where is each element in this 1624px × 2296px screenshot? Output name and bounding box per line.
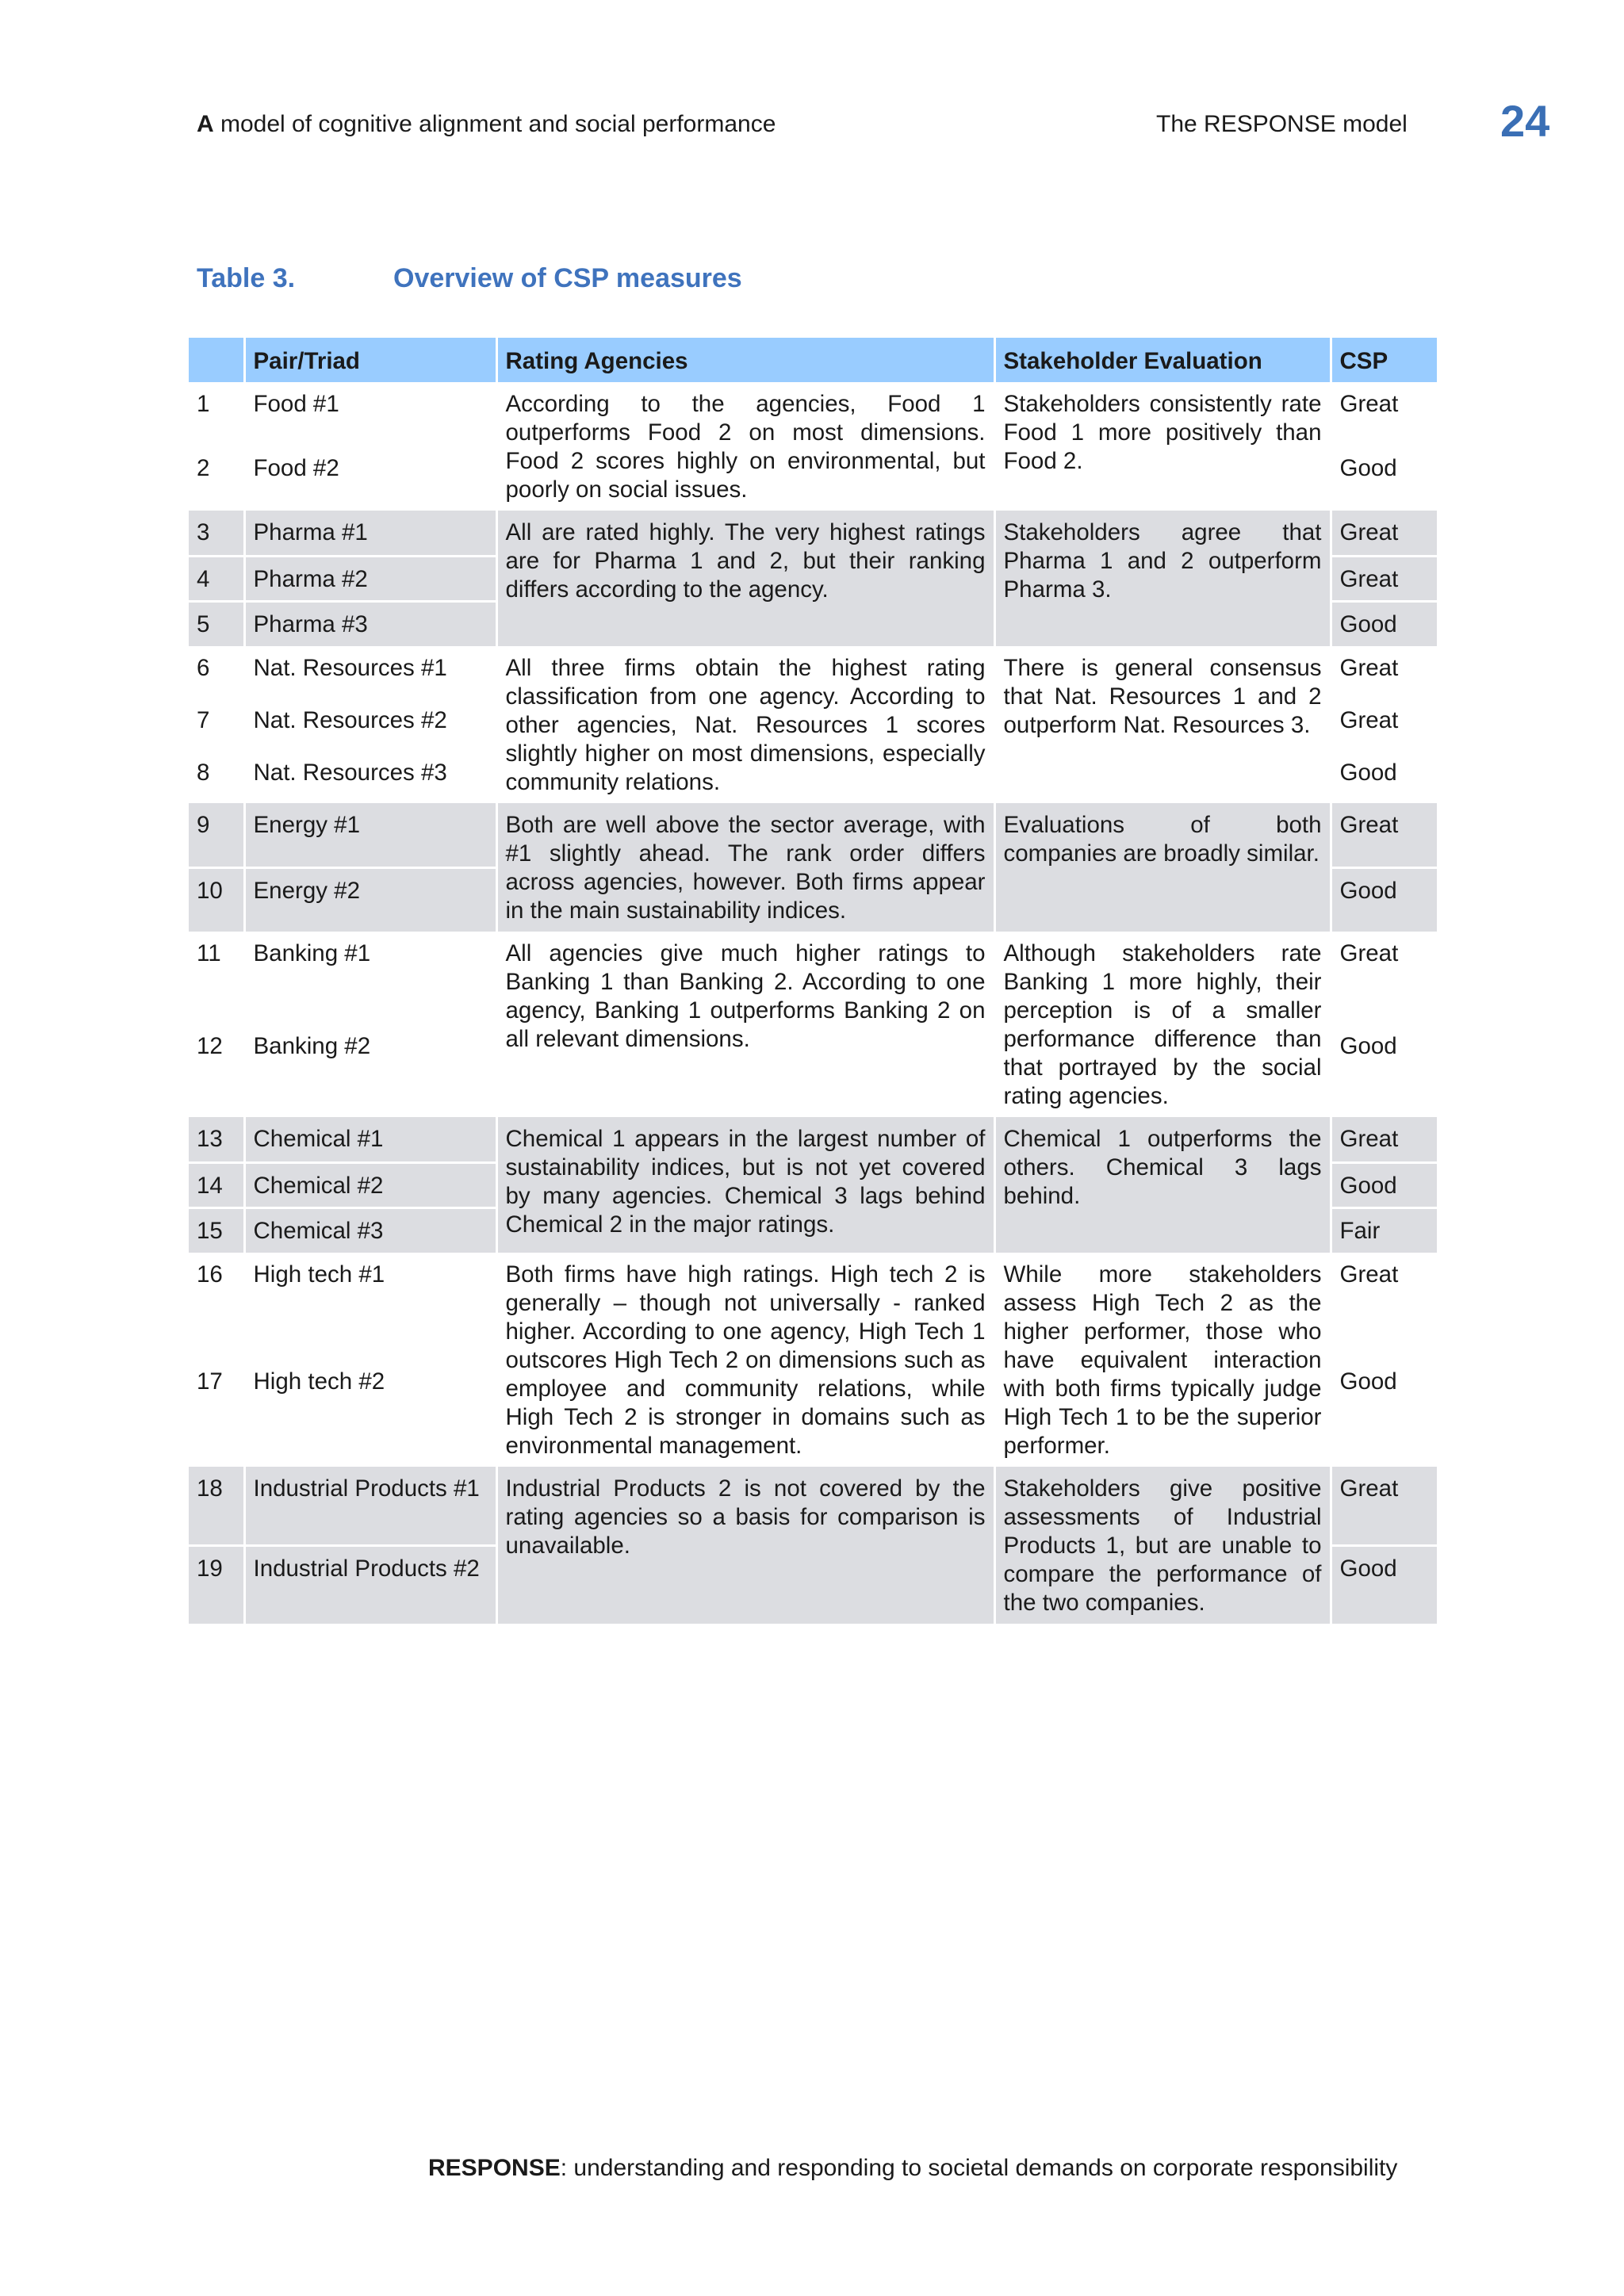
table-row (189, 382, 1437, 446)
rating-agencies-cell: All agencies give much higher ratings to Banking 1 than Banking 2. According to one agency, Banking 1 outperforms Banking 2 on all relevant dimensions. (496, 932, 994, 1117)
pair-triad-cell: Food #2 (244, 446, 496, 511)
table-body (189, 382, 1437, 1624)
csp-rating-cell: Good (1339, 455, 1397, 481)
row-number: 14 (189, 1162, 244, 1207)
row-number: 7 (189, 698, 244, 751)
csp-rating-cell: Great (1339, 940, 1399, 966)
row-number: 19 (189, 1545, 244, 1624)
pair-triad-cell: Energy #1 (244, 803, 496, 867)
table-title: Overview of CSP measures (393, 263, 742, 293)
pair-triad-cell: Chemical #2 (244, 1162, 496, 1207)
pair-triad-cell: Chemical #3 (244, 1207, 496, 1253)
stakeholder-evaluation-cell: Stakeholders consistently rate Food 1 more positively than Food 2. (994, 382, 1331, 511)
row-number: 8 (189, 751, 244, 803)
row-number: 16 (189, 1253, 244, 1360)
csp-rating-cell: Good (1331, 1162, 1437, 1207)
row-number: 4 (189, 556, 244, 601)
row-number: 10 (189, 867, 244, 932)
row-number: 17 (189, 1360, 244, 1467)
table-row (189, 803, 1437, 867)
header-stakeholder: Stakeholder Evaluation (994, 338, 1331, 382)
table-row (189, 1117, 1437, 1162)
pair-triad-cell: Nat. Resources #2 (244, 698, 496, 751)
csp-rating-cell: Great (1339, 1261, 1399, 1288)
csp-rating-cell: Good (1331, 601, 1437, 646)
stakeholder-evaluation-cell: Although stakeholders rate Banking 1 more highly, their perception is of a smaller performance difference than that portrayed by the social rating agencies. (994, 932, 1331, 1117)
pair-triad-cell: Pharma #2 (244, 556, 496, 601)
stakeholder-evaluation-cell: Chemical 1 outperforms the others. Chemical 3 lags behind. (994, 1117, 1331, 1253)
table-header-row (189, 338, 1437, 382)
csp-rating-cell: Great (1339, 707, 1399, 733)
row-number: 1 (189, 382, 244, 446)
page-footer (428, 2155, 1397, 2182)
table-caption (197, 263, 742, 294)
csp-rating-cell: Good (1331, 867, 1437, 932)
header-csp: CSP (1331, 338, 1437, 382)
table-row (189, 646, 1437, 698)
csp-rating-cell: Great (1331, 556, 1437, 601)
header-pair: Pair/Triad (244, 338, 496, 382)
rating-agencies-cell: All are rated highly. The very highest ratings are for Pharma 1 and 2, but their ranking differs according to the agency. (496, 511, 994, 646)
csp-rating-cell: Great (1331, 511, 1437, 556)
pair-triad-cell: Industrial Products #1 (244, 1467, 496, 1545)
pair-triad-cell: Pharma #1 (244, 511, 496, 556)
row-number: 13 (189, 1117, 244, 1162)
pair-triad-cell: Chemical #1 (244, 1117, 496, 1162)
row-number: 18 (189, 1467, 244, 1545)
csp-rating-cell: Great (1331, 803, 1437, 867)
pair-triad-cell: Nat. Resources #1 (244, 646, 496, 698)
stakeholder-evaluation-cell: While more stakeholders assess High Tech 2 as the higher performer, those who have equivalent interaction with both firms typically judge High Tech 1 to be the superior performer. (994, 1253, 1331, 1467)
row-number: 9 (189, 803, 244, 867)
rating-agencies-cell: Industrial Products 2 is not covered by the rating agencies so a basis for comparison is unavailable. (496, 1467, 994, 1624)
header-rating: Rating Agencies (496, 338, 994, 382)
table-row (189, 511, 1437, 556)
rating-agencies-cell: According to the agencies, Food 1 outperforms Food 2 on most dimensions. Food 2 scores highly on environmental, but poorly on social issues. (496, 382, 994, 511)
rating-agencies-cell: Both are well above the sector average, with #1 slightly ahead. The rank order differs across agencies, however. Both firms appear in the main sustainability indices. (496, 803, 994, 932)
row-number: 3 (189, 511, 244, 556)
header-num (189, 338, 244, 382)
running-header-bold: A (197, 111, 214, 137)
pair-triad-cell: High tech #2 (244, 1360, 496, 1467)
csp-rating-cell: Great (1331, 1467, 1437, 1545)
csp-rating-cell: Good (1339, 760, 1397, 786)
csp-rating-cell: Great (1339, 655, 1399, 681)
csp-rating-cell: Great (1331, 1117, 1437, 1162)
stakeholder-evaluation-cell: Evaluations of both companies are broadly similar. (994, 803, 1331, 932)
row-number: 15 (189, 1207, 244, 1253)
row-number: 6 (189, 646, 244, 698)
page-number: 24 (1500, 96, 1550, 146)
stakeholder-evaluation-cell: There is general consensus that Nat. Resources 1 and 2 outperform Nat. Resources 3. (994, 646, 1331, 803)
pair-triad-cell: Banking #1 (244, 932, 496, 1024)
table-row (189, 1467, 1437, 1545)
pair-triad-cell: Banking #2 (244, 1024, 496, 1117)
pair-triad-cell: Food #1 (244, 382, 496, 446)
running-header-section: The RESPONSE model (1156, 111, 1408, 137)
pair-triad-cell: Nat. Resources #3 (244, 751, 496, 803)
row-number: 5 (189, 601, 244, 646)
csp-rating-cell: Good (1331, 1545, 1437, 1624)
csp-measures-table (189, 338, 1437, 1624)
footer-bold: RESPONSE (428, 2155, 561, 2181)
row-number: 12 (189, 1024, 244, 1117)
pair-triad-cell: Pharma #3 (244, 601, 496, 646)
rating-agencies-cell: Both firms have high ratings. High tech 2 is generally – though not universally - ranked higher. According to one agency, High Tech 1 outscores High Tech 2 on dimensions such as employee and community relations, while High Tech 2 is stronger in domains such as environmental management. (496, 1253, 994, 1467)
pair-triad-cell: Industrial Products #2 (244, 1545, 496, 1624)
pair-triad-cell: Energy #2 (244, 867, 496, 932)
stakeholder-evaluation-cell: Stakeholders agree that Pharma 1 and 2 outperform Pharma 3. (994, 511, 1331, 646)
running-header-title (197, 111, 776, 138)
rating-agencies-cell: Chemical 1 appears in the largest number of sustainability indices, but is not yet covered by many agencies. Chemical 3 lags behind Chemical 2 in the major ratings. (496, 1117, 994, 1253)
table-number: Table 3. (197, 263, 296, 293)
row-number: 2 (189, 446, 244, 511)
csp-rating-cell: Fair (1331, 1207, 1437, 1253)
footer-rest: : understanding and responding to societal demands on corporate responsibility (560, 2155, 1398, 2181)
table-row (189, 1253, 1437, 1360)
row-number: 11 (189, 932, 244, 1024)
rating-agencies-cell: All three firms obtain the highest rating classification from one agency. According to other agencies, Nat. Resources 1 scores slightly higher on most dimensions, especially community relations. (496, 646, 994, 803)
csp-rating-cell: Great (1339, 391, 1399, 417)
csp-rating-cell: Good (1339, 1368, 1397, 1395)
table-row (189, 932, 1437, 1024)
csp-rating-cell: Good (1339, 1033, 1397, 1059)
pair-triad-cell: High tech #1 (244, 1253, 496, 1360)
stakeholder-evaluation-cell: Stakeholders give positive assessments of Industrial Products 1, but are unable to compare the performance of the two companies. (994, 1467, 1331, 1624)
running-header-rest: model of cognitive alignment and social performance (213, 111, 776, 137)
